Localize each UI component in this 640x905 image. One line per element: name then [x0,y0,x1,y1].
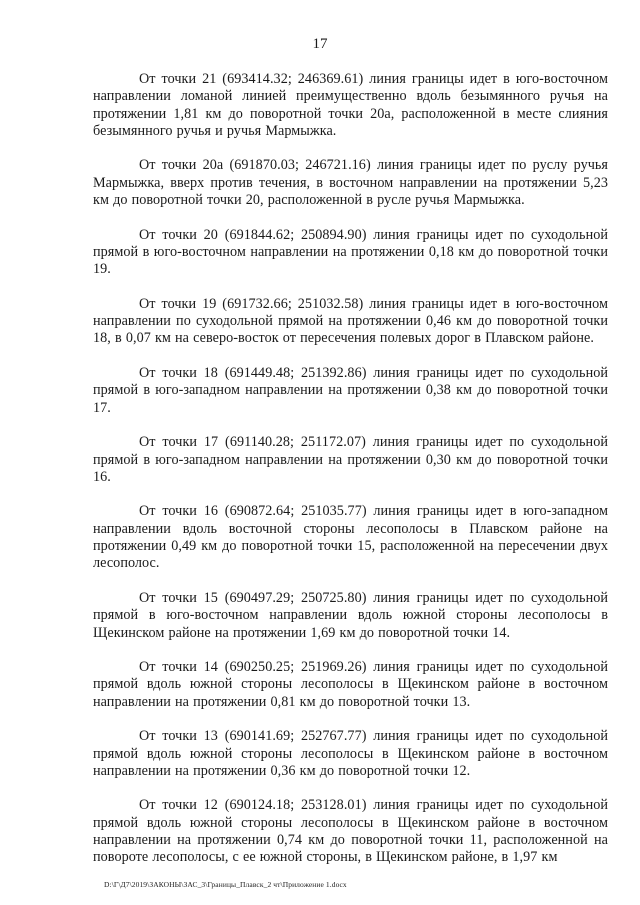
paragraph-point-17: От точки 17 (691140.28; 251172.07) линия границы идет по суходольной прямой в юго-западном направлении на протяжении 0,30 км до поворотной точки 16. [93,434,608,485]
paragraph-point-16: От точки 16 (690872.64; 251035.77) линия границы идет в юго-западном направлении вдоль восточной стороны лесополосы в Плавском районе на протяжении 0,49 км до поворотной точки 15, расположенной на пересечении двух лесополос. [93,503,608,572]
paragraph-point-19: От точки 19 (691732.66; 251032.58) линия границы идет в юго-восточном направлении по суходольной прямой на протяжении 0,46 км до поворотной точки 18, в 0,07 км на северо-восток от пересечения полевых дорог в Плавском районе. [93,295,608,347]
document-body [93,71,608,884]
paragraph-point-20a: От точки 20а (691870.03; 246721.16) линия границы идет по руслу ручья Мармыжка, вверх против течения, в восточном направлении на протяжении 5,23 км до поворотной точки 20, расположенной в русле ручья Мармыжка. [93,157,608,209]
paragraph-point-20: От точки 20 (691844.62; 250894.90) линия границы идет по суходольной прямой в юго-восточном направлении на протяжении 0,18 км до поворотной точки 19. [93,226,608,278]
page-number: 17 [312,36,328,52]
paragraph-point-15: От точки 15 (690497.29; 250725.80) линия границы идет по суходольной прямой в юго-восточном направлении вдоль южной стороны лесополосы в Щекинском районе на протяжении 1,69 км до поворотной точки 14. [93,589,608,641]
paragraph-point-18: От точки 18 (691449.48; 251392.86) линия границы идет по суходольной прямой в юго-западном направлении на протяжении 0,38 км до поворотной точки 17. [93,365,608,416]
paragraph-point-12: От точки 12 (690124.18; 253128.01) линия границы идет по суходольной прямой вдоль южной стороны лесополосы в Щекинском районе в восточном направлении на протяжении 0,74 км до поворотной точки 11, расположенной на повороте лесополосы, с ее южной стороны, в Щекинском районе, в 1,97 км [93,797,608,866]
paragraph-point-13: От точки 13 (690141.69; 252767.77) линия границы идет по суходольной прямой вдоль южной стороны лесополосы в Щекинском районе в восточном направлении на протяжении 0,36 км до поворотной точки 12. [93,728,608,779]
footer-file-path: D:\Г\Д7\2019\ЗАКОНЫ\ЗАС_3\Границы_Плавск_2 чт\Приложение 1.docx [104,880,347,889]
paragraph-point-21: От точки 21 (693414.32; 246369.61) линия границы идет в юго-восточном направлении ломаной линией преимущественно вдоль безымянного ручья на протяжении 1,81 км до поворотной точки 20а, расположенной в месте слияния безымянного ручья и ручья Мармыжка. [93,71,608,139]
paragraph-point-14: От точки 14 (690250.25; 251969.26) линия границы идет по суходольной прямой вдоль южной стороны лесополосы в Щекинском районе в восточном направлении на протяжении 0,81 км до поворотной точки 13. [93,659,608,710]
